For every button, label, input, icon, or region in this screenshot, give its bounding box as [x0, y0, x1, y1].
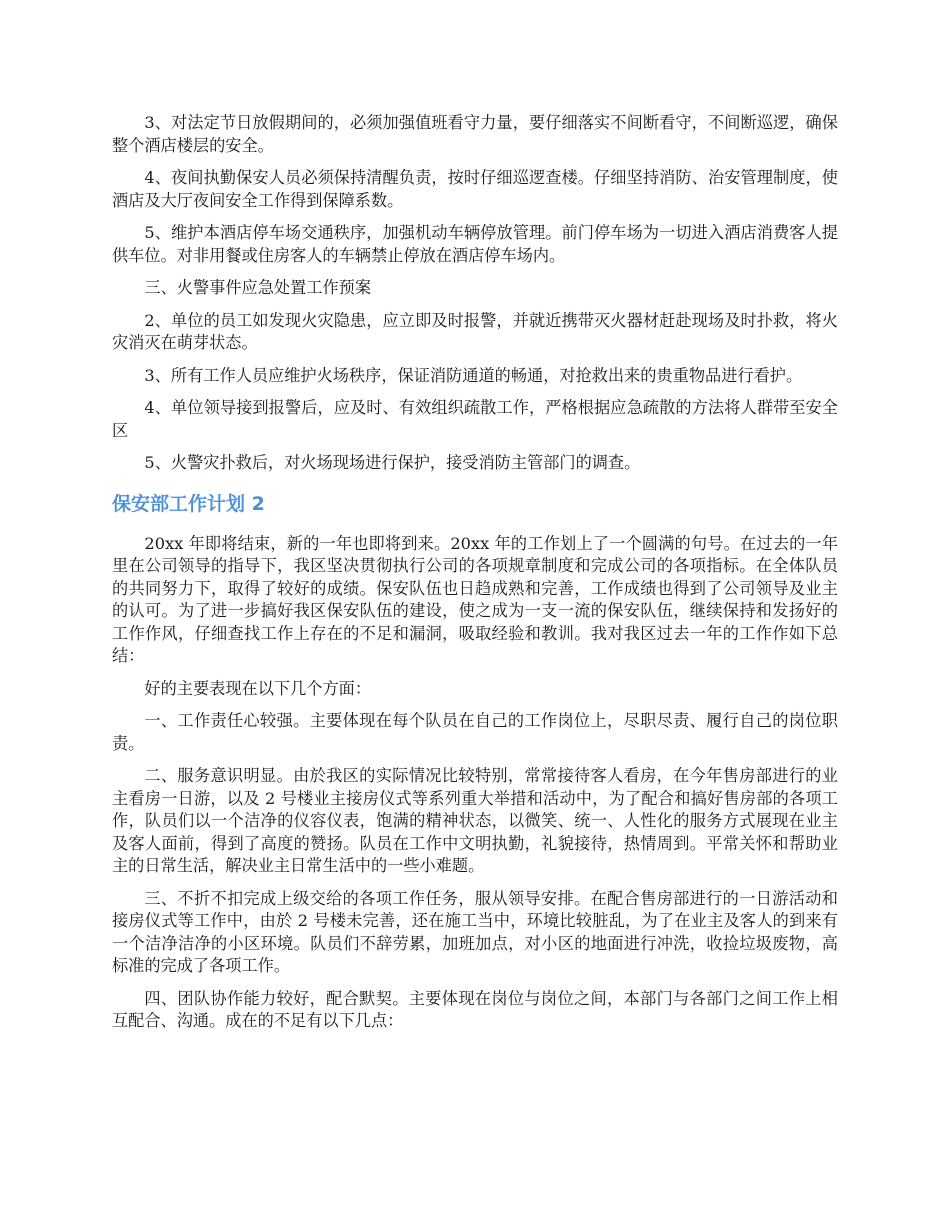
paragraph: 一、工作责任心较强。主要体现在每个队员在自己的工作岗位上，尽职尽责、履行自己的岗位职责。 — [112, 711, 838, 753]
paragraph: 三、不折不扣完成上级交给的各项工作任务，服从领导安排。在配合售房部进行的一日游活动和接房仪式等工作中，由於 2 号楼未完善，还在施工当中，环境比较脏乱，为了在业主及客人的到来有一个洁净洁净的小区环境。队员们不辞劳累，加班加点，对小区的地面进行冲洗，收捡垃圾废物，高标准的完成了各项工作。 — [112, 888, 838, 975]
paragraph: 四、团队协作能力较好，配合默契。主要体现在岗位与岗位之间，本部门与各部门之间工作上相互配合、沟通。成在的不足有以下几点： — [112, 988, 838, 1030]
paragraph: 4、夜间执勤保安人员必须保持清醒负责，按时仔细巡逻查楼。仔细坚持消防、治安管理制度，使酒店及大厅夜间安全工作得到保障系数。 — [112, 168, 838, 210]
paragraph: 好的主要表现在以下几个方面： — [144, 678, 372, 698]
section-work-plan-2 — [112, 491, 838, 1033]
paragraph: 二、服务意识明显。由於我区的实际情况比较特别，常常接待客人看房，在今年售房部进行的业主看房一日游，以及 2 号楼业主接房仪式等系列重大举措和活动中，为了配合和搞好售房部的各项工作，队员们以一个洁净的仪容仪表，饱满的精神状态，以微笑、统一、人性化的服务方式展现在业主及客人面前，得到了高度的赞扬。队员在工作中文明执勤，礼貌接待，热情周到。平常关怀和帮助业主的日常生活，解决业主日常生活中的一些小难题。 — [112, 766, 838, 875]
paragraph: 2、单位的员工如发现火灾隐患，应立即及时报警，并就近携带灭火器材赶赴现场及时扑救，将火灾消灭在萌芽状态。 — [112, 310, 838, 352]
paragraph: 3、对法定节日放假期间的，必须加强值班看守力量，要仔细落实不间断看守，不间断巡逻，确保整个酒店楼层的安全。 — [112, 113, 838, 155]
section-fire-plan — [112, 112, 838, 475]
paragraph: 20xx 年即将结束，新的一年也即将到来。20xx 年的工作划上了一个圆满的句号。在过去的一年里在公司领导的指导下，我区坚决贯彻执行公司的各项规章制度和完成公司的各项指标。在全体队员的共同努力下，取得了较好的成绩。保安队伍也日趋成熟和完善，工作成绩也得到了公司领导及业主的认可。为了进一步搞好我区保安队伍的建设，使之成为一支一流的保安队伍，继续保持和发扬好的工作作风，仔细查找工作上存在的不足和漏洞，吸取经验和教训。我对我区过去一年的工作作如下总结： — [112, 533, 838, 665]
section-heading: 保安部工作计划 2 — [112, 492, 265, 515]
subsection-title: 三、火警事件应急处置工作预案 — [144, 278, 372, 297]
paragraph: 3、所有工作人员应维护火场秩序，保证消防通道的畅通，对抢救出来的贵重物品进行看护。 — [144, 365, 803, 385]
paragraph: 5、火警灾扑救后，对火场现场进行保护，接受消防主管部门的调查。 — [144, 453, 641, 472]
paragraph: 5、维护本酒店停车场交通秩序，加强机动车辆停放管理。前门停车场为一切进入酒店消费客人提供车位。对非用餐或住房客人的车辆禁止停放在酒店停车场内。 — [112, 223, 838, 265]
paragraph: 4、单位领导接到报警后，应及时、有效组织疏散工作，严格根据应急疏散的方法将人群带至安全区 — [112, 398, 838, 440]
